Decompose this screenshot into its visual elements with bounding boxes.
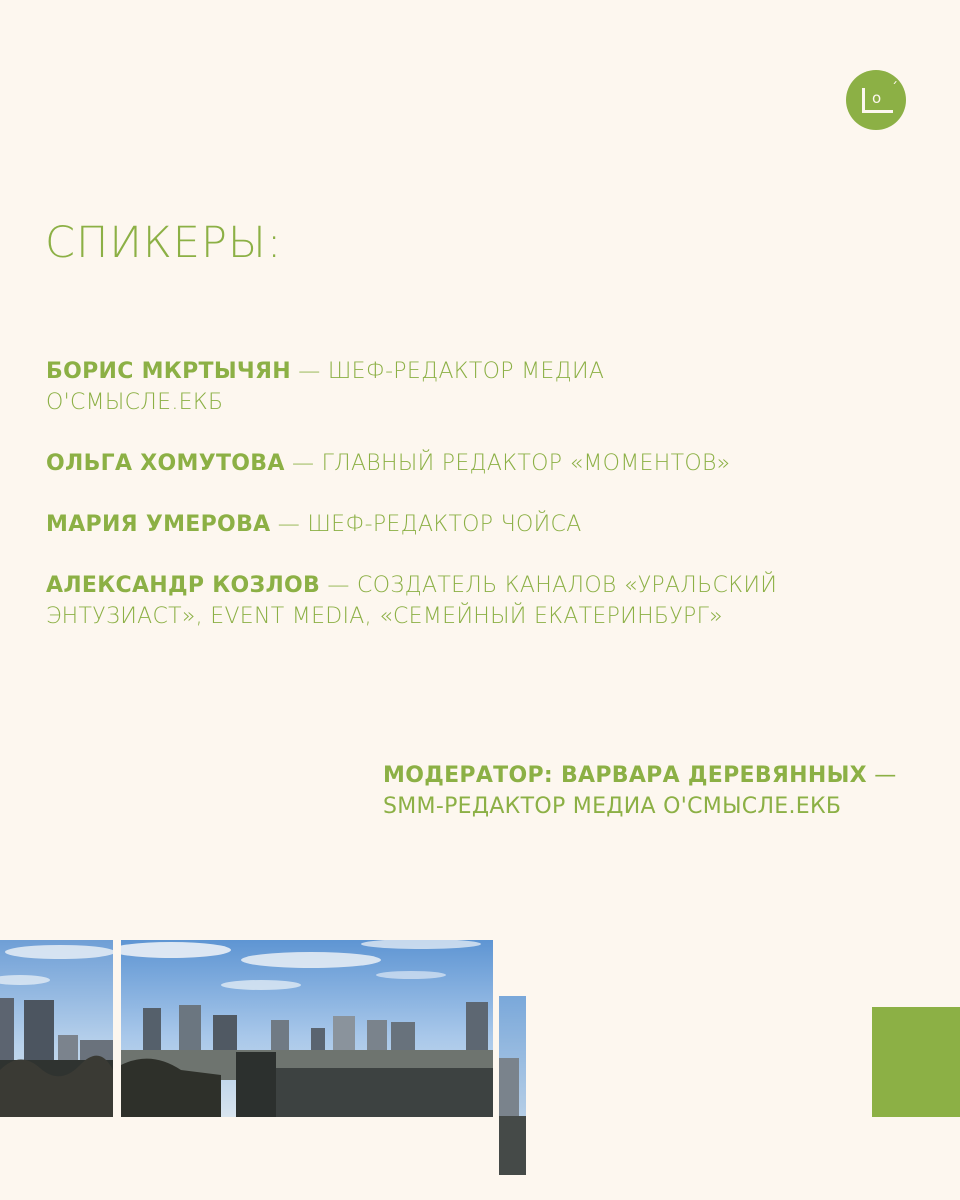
speakers-list [46, 356, 786, 662]
speaker-item [46, 356, 786, 418]
speaker-name: БОРИС МКРТЫЧЯН [46, 359, 291, 384]
accent-square [872, 1007, 960, 1117]
city-photo-right [499, 996, 526, 1175]
speaker-item [46, 570, 786, 632]
speaker-item [46, 448, 786, 479]
moderator-role: SMM-РЕДАКТОР МЕДИА О'СМЫСЛЕ.ЕКБ [383, 794, 842, 819]
city-photo-left [0, 940, 113, 1117]
speaker-separator: — [290, 359, 328, 384]
speaker-name: МАРИЯ УМЕРОВА [46, 512, 271, 537]
page-title: СПИКЕРЫ: [45, 218, 283, 268]
logo-letter: o [872, 89, 882, 107]
brand-logo [846, 70, 906, 130]
speaker-name: ОЛЬГА ХОМУТОВА [46, 451, 285, 476]
moderator-separator: — [866, 763, 897, 788]
speaker-role: ШЕФ-РЕДАКТОР ЧОЙСА [307, 512, 582, 537]
logo-apostrophe: ´ [891, 81, 898, 97]
speaker-role: ГЛАВНЫЙ РЕДАКТОР «МОМЕНТОВ» [321, 451, 731, 476]
moderator-block [383, 760, 923, 822]
speaker-item [46, 509, 786, 540]
city-photo-center [121, 940, 493, 1117]
speaker-separator: — [320, 573, 358, 598]
speaker-separator: — [284, 451, 322, 476]
speaker-role: ШЕФ-РЕДАКТОР МЕДИА О'СМЫСЛЕ.ЕКБ [46, 359, 605, 415]
speaker-role: СОЗДАТЕЛЬ КАНАЛОВ «УРАЛЬСКИЙ ЭНТУЗИАСТ», EVENT MEDIA, «СЕМЕЙНЫЙ ЕКАТЕРИНБУРГ» [46, 573, 778, 629]
moderator-label: МОДЕРАТОР: ВАРВАРА ДЕРЕВЯННЫХ [383, 763, 867, 788]
speaker-name: АЛЕКСАНДР КОЗЛОВ [46, 573, 321, 598]
speaker-separator: — [270, 512, 308, 537]
